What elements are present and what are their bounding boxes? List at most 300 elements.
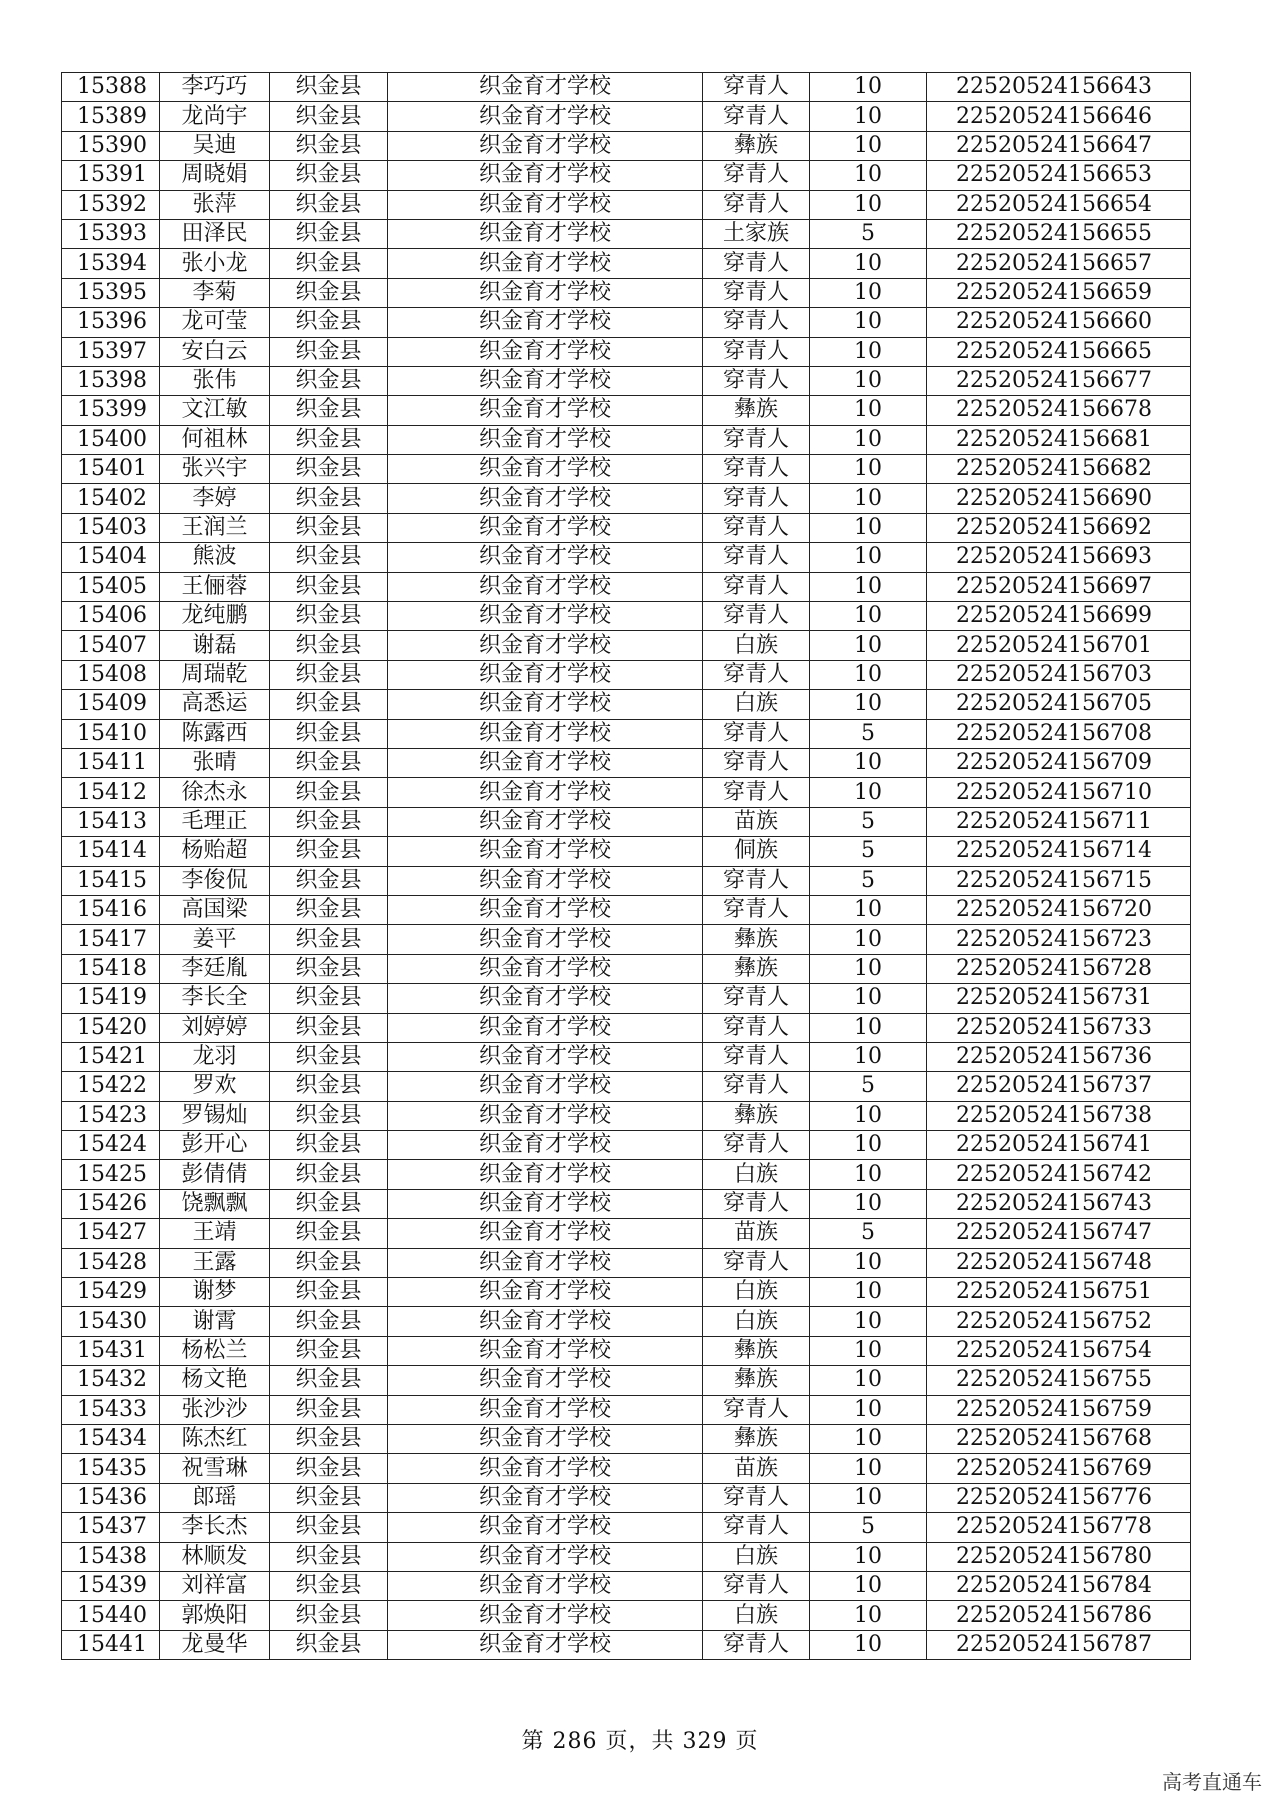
- cell-ethnicity: 穿青人: [703, 102, 810, 131]
- table-row: [62, 837, 1191, 866]
- cell-bonus-points: 10: [810, 1189, 927, 1218]
- cell-ethnicity: 彝族: [703, 396, 810, 425]
- cell-county: 织金县: [270, 866, 388, 895]
- cell-serial-no: 15397: [62, 337, 160, 366]
- table-row: [62, 895, 1191, 924]
- cell-serial-no: 15432: [62, 1366, 160, 1395]
- cell-name: 徐杰永: [160, 778, 270, 807]
- cell-bonus-points: 10: [810, 690, 927, 719]
- cell-ethnicity: 彝族: [703, 925, 810, 954]
- table-row: [62, 455, 1191, 484]
- cell-name: 周晓娟: [160, 161, 270, 190]
- cell-exam-number: 22520524156748: [927, 1248, 1191, 1277]
- cell-county: 织金县: [270, 1513, 388, 1542]
- cell-bonus-points: 10: [810, 1601, 927, 1630]
- table-row: [62, 1454, 1191, 1483]
- cell-county: 织金县: [270, 366, 388, 395]
- cell-serial-no: 15421: [62, 1042, 160, 1071]
- cell-county: 织金县: [270, 1366, 388, 1395]
- cell-county: 织金县: [270, 543, 388, 572]
- cell-bonus-points: 10: [810, 366, 927, 395]
- cell-school: 织金育才学校: [388, 1571, 703, 1600]
- cell-school: 织金育才学校: [388, 1278, 703, 1307]
- cell-exam-number: 22520524156754: [927, 1336, 1191, 1365]
- cell-county: 织金县: [270, 1278, 388, 1307]
- cell-ethnicity: 穿青人: [703, 602, 810, 631]
- cell-school: 织金育才学校: [388, 1424, 703, 1453]
- cell-name: 杨松兰: [160, 1336, 270, 1365]
- cell-exam-number: 22520524156742: [927, 1160, 1191, 1189]
- cell-school: 织金育才学校: [388, 249, 703, 278]
- cell-county: 织金县: [270, 425, 388, 454]
- cell-ethnicity: 穿青人: [703, 572, 810, 601]
- cell-serial-no: 15406: [62, 602, 160, 631]
- cell-school: 织金育才学校: [388, 925, 703, 954]
- cell-serial-no: 15388: [62, 73, 160, 102]
- cell-county: 织金县: [270, 1483, 388, 1512]
- table-row: [62, 219, 1191, 248]
- cell-school: 织金育才学校: [388, 1131, 703, 1160]
- cell-bonus-points: 10: [810, 131, 927, 160]
- cell-county: 织金县: [270, 1454, 388, 1483]
- table-row: [62, 131, 1191, 160]
- cell-name: 王靖: [160, 1219, 270, 1248]
- cell-name: 谢磊: [160, 631, 270, 660]
- cell-bonus-points: 5: [810, 1219, 927, 1248]
- cell-bonus-points: 5: [810, 1072, 927, 1101]
- cell-name: 彭倩倩: [160, 1160, 270, 1189]
- cell-name: 龙尚宇: [160, 102, 270, 131]
- cell-serial-no: 15407: [62, 631, 160, 660]
- cell-serial-no: 15428: [62, 1248, 160, 1277]
- table-row: [62, 984, 1191, 1013]
- cell-bonus-points: 10: [810, 631, 927, 660]
- table-row: [62, 1248, 1191, 1277]
- cell-serial-no: 15408: [62, 660, 160, 689]
- cell-exam-number: 22520524156659: [927, 278, 1191, 307]
- cell-exam-number: 22520524156733: [927, 1013, 1191, 1042]
- cell-county: 织金县: [270, 484, 388, 513]
- cell-county: 织金县: [270, 1630, 388, 1659]
- cell-county: 织金县: [270, 1013, 388, 1042]
- cell-serial-no: 15440: [62, 1601, 160, 1630]
- cell-ethnicity: 穿青人: [703, 249, 810, 278]
- table-row: [62, 1542, 1191, 1571]
- cell-school: 织金育才学校: [388, 1307, 703, 1336]
- cell-name: 杨文艳: [160, 1366, 270, 1395]
- cell-county: 织金县: [270, 131, 388, 160]
- cell-bonus-points: 10: [810, 396, 927, 425]
- cell-bonus-points: 10: [810, 337, 927, 366]
- cell-serial-no: 15394: [62, 249, 160, 278]
- cell-ethnicity: 穿青人: [703, 1395, 810, 1424]
- cell-exam-number: 22520524156647: [927, 131, 1191, 160]
- cell-ethnicity: 穿青人: [703, 513, 810, 542]
- cell-serial-no: 15417: [62, 925, 160, 954]
- cell-ethnicity: 苗族: [703, 807, 810, 836]
- cell-serial-no: 15429: [62, 1278, 160, 1307]
- cell-ethnicity: 彝族: [703, 1101, 810, 1130]
- cell-school: 织金育才学校: [388, 954, 703, 983]
- cell-county: 织金县: [270, 660, 388, 689]
- table-row: [62, 1101, 1191, 1130]
- cell-ethnicity: 穿青人: [703, 161, 810, 190]
- cell-school: 织金育才学校: [388, 131, 703, 160]
- cell-exam-number: 22520524156715: [927, 866, 1191, 895]
- cell-bonus-points: 10: [810, 425, 927, 454]
- cell-name: 王露: [160, 1248, 270, 1277]
- cell-bonus-points: 10: [810, 1248, 927, 1277]
- cell-serial-no: 15425: [62, 1160, 160, 1189]
- cell-bonus-points: 10: [810, 660, 927, 689]
- cell-bonus-points: 10: [810, 1424, 927, 1453]
- cell-bonus-points: 10: [810, 1131, 927, 1160]
- cell-serial-no: 15404: [62, 543, 160, 572]
- table-row: [62, 690, 1191, 719]
- cell-name: 张萍: [160, 190, 270, 219]
- cell-county: 织金县: [270, 1601, 388, 1630]
- cell-name: 龙可莹: [160, 308, 270, 337]
- cell-school: 织金育才学校: [388, 1542, 703, 1571]
- table-row: [62, 572, 1191, 601]
- cell-serial-no: 15433: [62, 1395, 160, 1424]
- cell-county: 织金县: [270, 1219, 388, 1248]
- cell-ethnicity: 穿青人: [703, 1513, 810, 1542]
- cell-exam-number: 22520524156699: [927, 602, 1191, 631]
- cell-county: 织金县: [270, 249, 388, 278]
- cell-exam-number: 22520524156737: [927, 1072, 1191, 1101]
- cell-name: 田泽民: [160, 219, 270, 248]
- cell-name: 张小龙: [160, 249, 270, 278]
- table-row: [62, 161, 1191, 190]
- table-row: [62, 631, 1191, 660]
- cell-school: 织金育才学校: [388, 1248, 703, 1277]
- cell-serial-no: 15434: [62, 1424, 160, 1453]
- cell-name: 高国梁: [160, 895, 270, 924]
- cell-bonus-points: 10: [810, 1101, 927, 1130]
- cell-county: 织金县: [270, 337, 388, 366]
- cell-serial-no: 15435: [62, 1454, 160, 1483]
- table-row: [62, 1072, 1191, 1101]
- cell-bonus-points: 10: [810, 925, 927, 954]
- table-row: [62, 1571, 1191, 1600]
- cell-exam-number: 22520524156755: [927, 1366, 1191, 1395]
- cell-school: 织金育才学校: [388, 102, 703, 131]
- cell-name: 郭焕阳: [160, 1601, 270, 1630]
- cell-ethnicity: 侗族: [703, 837, 810, 866]
- cell-name: 熊波: [160, 543, 270, 572]
- cell-serial-no: 15424: [62, 1131, 160, 1160]
- cell-county: 织金县: [270, 1336, 388, 1365]
- cell-name: 李长全: [160, 984, 270, 1013]
- cell-school: 织金育才学校: [388, 366, 703, 395]
- cell-ethnicity: 穿青人: [703, 1131, 810, 1160]
- cell-exam-number: 22520524156723: [927, 925, 1191, 954]
- table-row: [62, 1395, 1191, 1424]
- cell-bonus-points: 10: [810, 1395, 927, 1424]
- cell-ethnicity: 穿青人: [703, 484, 810, 513]
- cell-name: 李巧巧: [160, 73, 270, 102]
- cell-school: 织金育才学校: [388, 690, 703, 719]
- cell-exam-number: 22520524156711: [927, 807, 1191, 836]
- cell-county: 织金县: [270, 190, 388, 219]
- cell-exam-number: 22520524156646: [927, 102, 1191, 131]
- cell-school: 织金育才学校: [388, 543, 703, 572]
- cell-name: 文江敏: [160, 396, 270, 425]
- cell-serial-no: 15426: [62, 1189, 160, 1218]
- cell-exam-number: 22520524156778: [927, 1513, 1191, 1542]
- table-row: [62, 73, 1191, 102]
- cell-exam-number: 22520524156682: [927, 455, 1191, 484]
- table-row: [62, 484, 1191, 513]
- cell-serial-no: 15395: [62, 278, 160, 307]
- cell-exam-number: 22520524156655: [927, 219, 1191, 248]
- cell-school: 织金育才学校: [388, 1219, 703, 1248]
- cell-county: 织金县: [270, 1131, 388, 1160]
- cell-bonus-points: 10: [810, 1454, 927, 1483]
- cell-bonus-points: 10: [810, 102, 927, 131]
- cell-exam-number: 22520524156705: [927, 690, 1191, 719]
- cell-exam-number: 22520524156690: [927, 484, 1191, 513]
- cell-county: 织金县: [270, 984, 388, 1013]
- cell-ethnicity: 穿青人: [703, 190, 810, 219]
- cell-ethnicity: 穿青人: [703, 660, 810, 689]
- cell-county: 织金县: [270, 1072, 388, 1101]
- cell-ethnicity: 穿青人: [703, 308, 810, 337]
- cell-county: 织金县: [270, 602, 388, 631]
- cell-exam-number: 22520524156787: [927, 1630, 1191, 1659]
- cell-ethnicity: 穿青人: [703, 984, 810, 1013]
- cell-exam-number: 22520524156692: [927, 513, 1191, 542]
- cell-name: 谢霄: [160, 1307, 270, 1336]
- table-row: [62, 190, 1191, 219]
- cell-exam-number: 22520524156747: [927, 1219, 1191, 1248]
- cell-exam-number: 22520524156759: [927, 1395, 1191, 1424]
- cell-ethnicity: 白族: [703, 1160, 810, 1189]
- cell-serial-no: 15400: [62, 425, 160, 454]
- cell-bonus-points: 10: [810, 278, 927, 307]
- cell-serial-no: 15405: [62, 572, 160, 601]
- cell-school: 织金育才学校: [388, 660, 703, 689]
- cell-serial-no: 15399: [62, 396, 160, 425]
- cell-exam-number: 22520524156654: [927, 190, 1191, 219]
- table-row: [62, 337, 1191, 366]
- cell-school: 织金育才学校: [388, 807, 703, 836]
- cell-bonus-points: 10: [810, 161, 927, 190]
- cell-school: 织金育才学校: [388, 572, 703, 601]
- cell-county: 织金县: [270, 219, 388, 248]
- cell-exam-number: 22520524156769: [927, 1454, 1191, 1483]
- cell-exam-number: 22520524156728: [927, 954, 1191, 983]
- cell-serial-no: 15410: [62, 719, 160, 748]
- cell-exam-number: 22520524156643: [927, 73, 1191, 102]
- cell-name: 何祖林: [160, 425, 270, 454]
- cell-school: 织金育才学校: [388, 719, 703, 748]
- cell-bonus-points: 10: [810, 954, 927, 983]
- cell-serial-no: 15418: [62, 954, 160, 983]
- cell-bonus-points: 10: [810, 1483, 927, 1512]
- cell-serial-no: 15441: [62, 1630, 160, 1659]
- cell-serial-no: 15413: [62, 807, 160, 836]
- cell-name: 杨贻超: [160, 837, 270, 866]
- cell-name: 陈露西: [160, 719, 270, 748]
- cell-school: 织金育才学校: [388, 1189, 703, 1218]
- cell-exam-number: 22520524156665: [927, 337, 1191, 366]
- cell-school: 织金育才学校: [388, 631, 703, 660]
- cell-bonus-points: 5: [810, 719, 927, 748]
- table-row: [62, 425, 1191, 454]
- cell-serial-no: 15427: [62, 1219, 160, 1248]
- table-row: [62, 602, 1191, 631]
- cell-name: 李长杰: [160, 1513, 270, 1542]
- cell-serial-no: 15430: [62, 1307, 160, 1336]
- cell-exam-number: 22520524156741: [927, 1131, 1191, 1160]
- cell-name: 周瑞乾: [160, 660, 270, 689]
- cell-county: 织金县: [270, 308, 388, 337]
- roster-table: [61, 72, 1191, 1660]
- table-row: [62, 1189, 1191, 1218]
- cell-exam-number: 22520524156731: [927, 984, 1191, 1013]
- cell-serial-no: 15422: [62, 1072, 160, 1101]
- cell-exam-number: 22520524156703: [927, 660, 1191, 689]
- cell-serial-no: 15419: [62, 984, 160, 1013]
- cell-county: 织金县: [270, 807, 388, 836]
- cell-ethnicity: 苗族: [703, 1454, 810, 1483]
- table-row: [62, 778, 1191, 807]
- table-row: [62, 807, 1191, 836]
- cell-name: 吴迪: [160, 131, 270, 160]
- cell-name: 林顺发: [160, 1542, 270, 1571]
- cell-bonus-points: 10: [810, 484, 927, 513]
- cell-name: 刘祥富: [160, 1571, 270, 1600]
- cell-ethnicity: 穿青人: [703, 425, 810, 454]
- cell-ethnicity: 穿青人: [703, 719, 810, 748]
- cell-county: 织金县: [270, 1307, 388, 1336]
- cell-school: 织金育才学校: [388, 513, 703, 542]
- cell-ethnicity: 穿青人: [703, 1013, 810, 1042]
- cell-ethnicity: 彝族: [703, 1424, 810, 1453]
- cell-school: 织金育才学校: [388, 866, 703, 895]
- cell-bonus-points: 10: [810, 984, 927, 1013]
- cell-school: 织金育才学校: [388, 1160, 703, 1189]
- cell-bonus-points: 10: [810, 748, 927, 777]
- cell-county: 织金县: [270, 837, 388, 866]
- cell-school: 织金育才学校: [388, 1483, 703, 1512]
- cell-county: 织金县: [270, 895, 388, 924]
- cell-county: 织金县: [270, 1395, 388, 1424]
- cell-ethnicity: 彝族: [703, 1366, 810, 1395]
- cell-county: 织金县: [270, 73, 388, 102]
- cell-exam-number: 22520524156752: [927, 1307, 1191, 1336]
- cell-name: 龙羽: [160, 1042, 270, 1071]
- cell-bonus-points: 10: [810, 1571, 927, 1600]
- cell-ethnicity: 穿青人: [703, 73, 810, 102]
- cell-bonus-points: 10: [810, 572, 927, 601]
- cell-school: 织金育才学校: [388, 602, 703, 631]
- cell-ethnicity: 彝族: [703, 954, 810, 983]
- cell-name: 谢梦: [160, 1278, 270, 1307]
- cell-name: 张伟: [160, 366, 270, 395]
- table-row: [62, 1131, 1191, 1160]
- cell-bonus-points: 5: [810, 219, 927, 248]
- cell-exam-number: 22520524156678: [927, 396, 1191, 425]
- cell-school: 织金育才学校: [388, 1366, 703, 1395]
- cell-exam-number: 22520524156780: [927, 1542, 1191, 1571]
- cell-school: 织金育才学校: [388, 1042, 703, 1071]
- cell-bonus-points: 10: [810, 1013, 927, 1042]
- cell-bonus-points: 10: [810, 1630, 927, 1659]
- table-row: [62, 366, 1191, 395]
- cell-ethnicity: 白族: [703, 690, 810, 719]
- cell-name: 张兴宇: [160, 455, 270, 484]
- cell-bonus-points: 10: [810, 1042, 927, 1071]
- cell-name: 高悉运: [160, 690, 270, 719]
- table-row: [62, 1042, 1191, 1071]
- cell-serial-no: 15390: [62, 131, 160, 160]
- cell-school: 织金育才学校: [388, 895, 703, 924]
- cell-exam-number: 22520524156697: [927, 572, 1191, 601]
- table-row: [62, 1013, 1191, 1042]
- cell-exam-number: 22520524156660: [927, 308, 1191, 337]
- cell-name: 龙纯鹏: [160, 602, 270, 631]
- cell-exam-number: 22520524156743: [927, 1189, 1191, 1218]
- cell-exam-number: 22520524156681: [927, 425, 1191, 454]
- cell-serial-no: 15420: [62, 1013, 160, 1042]
- cell-serial-no: 15391: [62, 161, 160, 190]
- cell-county: 织金县: [270, 1160, 388, 1189]
- cell-name: 龙曼华: [160, 1630, 270, 1659]
- table-row: [62, 102, 1191, 131]
- cell-exam-number: 22520524156657: [927, 249, 1191, 278]
- cell-name: 张晴: [160, 748, 270, 777]
- cell-serial-no: 15438: [62, 1542, 160, 1571]
- cell-exam-number: 22520524156736: [927, 1042, 1191, 1071]
- cell-school: 织金育才学校: [388, 1454, 703, 1483]
- cell-county: 织金县: [270, 513, 388, 542]
- cell-school: 织金育才学校: [388, 337, 703, 366]
- cell-county: 织金县: [270, 719, 388, 748]
- cell-name: 陈杰红: [160, 1424, 270, 1453]
- cell-serial-no: 15398: [62, 366, 160, 395]
- cell-bonus-points: 10: [810, 308, 927, 337]
- cell-ethnicity: 穿青人: [703, 278, 810, 307]
- table-row: [62, 866, 1191, 895]
- cell-name: 李婷: [160, 484, 270, 513]
- cell-ethnicity: 白族: [703, 1542, 810, 1571]
- cell-ethnicity: 穿青人: [703, 543, 810, 572]
- cell-bonus-points: 10: [810, 1307, 927, 1336]
- cell-ethnicity: 白族: [703, 1601, 810, 1630]
- cell-serial-no: 15393: [62, 219, 160, 248]
- cell-serial-no: 15431: [62, 1336, 160, 1365]
- cell-name: 饶飘飘: [160, 1189, 270, 1218]
- table-row: [62, 1513, 1191, 1542]
- cell-name: 罗欢: [160, 1072, 270, 1101]
- cell-serial-no: 15396: [62, 308, 160, 337]
- cell-county: 织金县: [270, 748, 388, 777]
- table-row: [62, 308, 1191, 337]
- table-row: [62, 660, 1191, 689]
- cell-county: 织金县: [270, 1101, 388, 1130]
- cell-school: 织金育才学校: [388, 1601, 703, 1630]
- cell-bonus-points: 10: [810, 513, 927, 542]
- cell-ethnicity: 穿青人: [703, 337, 810, 366]
- cell-county: 织金县: [270, 631, 388, 660]
- table-row: [62, 1601, 1191, 1630]
- cell-ethnicity: 穿青人: [703, 1248, 810, 1277]
- cell-exam-number: 22520524156786: [927, 1601, 1191, 1630]
- cell-school: 织金育才学校: [388, 984, 703, 1013]
